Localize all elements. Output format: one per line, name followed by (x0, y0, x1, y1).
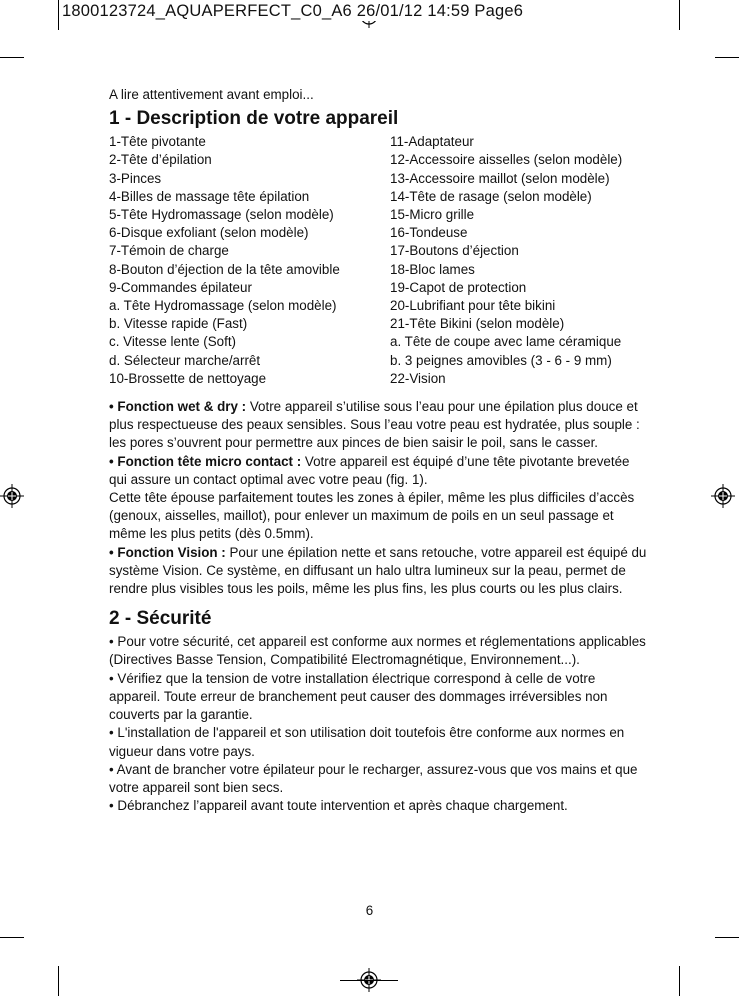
list-item: 12-Accessoire aisselles (selon modèle) (390, 152, 623, 168)
list-item: 6-Disque exfoliant (selon modèle) (109, 225, 309, 241)
list-item: 8-Bouton d’éjection de la tête amovible (109, 261, 340, 277)
crop-mark (0, 937, 24, 938)
feature-micro-contact (109, 453, 649, 489)
feature-text: Votre appareil s’utilise sous l’eau pour une épilation plus douce et plus respectueuse des peaux sensibles. Sous l’eau votre peau est hydratée, plus souple : les pores s’ouvrent pour permettre aux pinces de bien saisir le poil, sans le casser. (109, 399, 640, 451)
parts-list (109, 133, 649, 388)
crop-mark (715, 57, 739, 58)
page-number: 6 (365, 903, 374, 918)
list-item: 1-Tête pivotante (109, 134, 206, 150)
list-item: 16-Tondeuse (390, 225, 468, 241)
registration-mark-icon (0, 484, 24, 508)
features-block (109, 398, 649, 598)
list-item: 15-Micro grille (390, 207, 475, 223)
feature-text: Pour une épilation nette et sans retouche, votre appareil est équipé du système Vision. Ce système, en diffusant un halo ultra lumineux sur la peau, permet de rendre plus visibles tous les poils, même les plus fins, les plus courts ou les plus clairs. (109, 544, 647, 597)
crop-mark (0, 57, 24, 58)
list-item: 10-Brossette de nettoyage (109, 370, 267, 386)
safety-block (109, 633, 649, 815)
list-item: 13-Accessoire maillot (selon modèle) (390, 170, 610, 186)
feature-label: • Fonction Vision : (109, 544, 226, 560)
list-item: a. Tête de coupe avec lame céramique (390, 334, 622, 350)
list-item: 19-Capot de protection (390, 279, 527, 295)
feature-label: • Fonction tête micro contact : (109, 453, 302, 469)
list-item: 21-Tête Bikini (selon modèle) (390, 316, 565, 332)
list-item: a. Tête Hydromassage (selon modèle) (109, 298, 337, 314)
intro-text: A lire attentivement avant emploi... (109, 87, 314, 102)
print-slug: 1800123724_AQUAPERFECT_C0_A6 26/01/12 14:59 Page6 (62, 2, 527, 21)
list-item: 11-Adaptateur (390, 134, 474, 150)
feature-micro-contact-detail (109, 489, 649, 544)
list-item: 7-Témoin de charge (109, 243, 229, 259)
list-item: 4-Billes de massage tête épilation (109, 188, 310, 204)
list-item: 17-Boutons d’éjection (390, 243, 519, 259)
parts-list-left (109, 133, 390, 388)
list-item: b. 3 peignes amovibles (3 - 6 - 9 mm) (390, 352, 612, 368)
section-1-title: 1 - Description de votre appareil (109, 108, 399, 130)
feature-label: • Fonction wet & dry : (109, 399, 247, 415)
list-item: 22-Vision (390, 370, 446, 386)
parts-list-right (390, 133, 649, 388)
page-content (109, 86, 649, 815)
crop-mark (679, 966, 680, 996)
list-item: 3-Pinces (109, 170, 162, 186)
feature-wet-dry (109, 398, 649, 453)
list-item: 20-Lubrifiant pour tête bikini (390, 298, 556, 314)
list-item: 18-Bloc lames (390, 261, 475, 277)
crop-mark (679, 0, 680, 30)
safety-paragraph: • Avant de brancher votre épilateur pour le recharger, assurez-vous que vos mains et que votre appareil sont bien secs. (109, 761, 638, 795)
list-item: 2-Tête d’épilation (109, 152, 212, 168)
feature-text: Votre appareil est équipé d’une tête pivotante brevetée qui assure un contact optimal avec votre peau (fig. 1). (109, 453, 630, 487)
list-item: 9-Commandes épilateur (109, 279, 252, 295)
crop-mark (340, 980, 398, 981)
list-item: b. Vitesse rapide (Fast) (109, 316, 248, 332)
feature-text: Cette tête épouse parfaitement toutes les zones à épiler, même les plus difficiles d’accès (genoux, aisselles, maillot), pour enlever un maximum de poils en un seul passage et même les plus petits (dès 0.5mm). (109, 490, 635, 542)
crop-mark (58, 966, 59, 996)
safety-paragraph: • L'installation de l'appareil et son utilisation doit toutefois être conforme aux normes en vigueur dans votre pays. (109, 725, 625, 759)
list-item: 14-Tête de rasage (selon modèle) (390, 188, 592, 204)
safety-paragraph: • Débranchez l’appareil avant toute intervention et après chaque chargement. (109, 798, 568, 814)
section-2-title: 2 - Sécurité (109, 608, 212, 630)
list-item: c. Vitesse lente (Soft) (109, 334, 237, 350)
crop-mark (58, 0, 59, 30)
registration-mark-icon (711, 484, 735, 508)
feature-vision (109, 544, 649, 599)
crop-mark (715, 937, 739, 938)
list-item: 5-Tête Hydromassage (selon modèle) (109, 207, 334, 223)
safety-paragraph: • Pour votre sécurité, cet appareil est conforme aux normes et réglementations applicables (Directives Basse Tension, Compatibilité Electromagnétique, Environnement...). (109, 634, 646, 668)
safety-paragraph: • Vérifiez que la tension de votre installation électrique correspond à celle de votre appareil. Toute erreur de branchement peut causer des dommages irréversibles non couverts par la garantie. (109, 670, 608, 723)
list-item: d. Sélecteur marche/arrêt (109, 352, 261, 368)
